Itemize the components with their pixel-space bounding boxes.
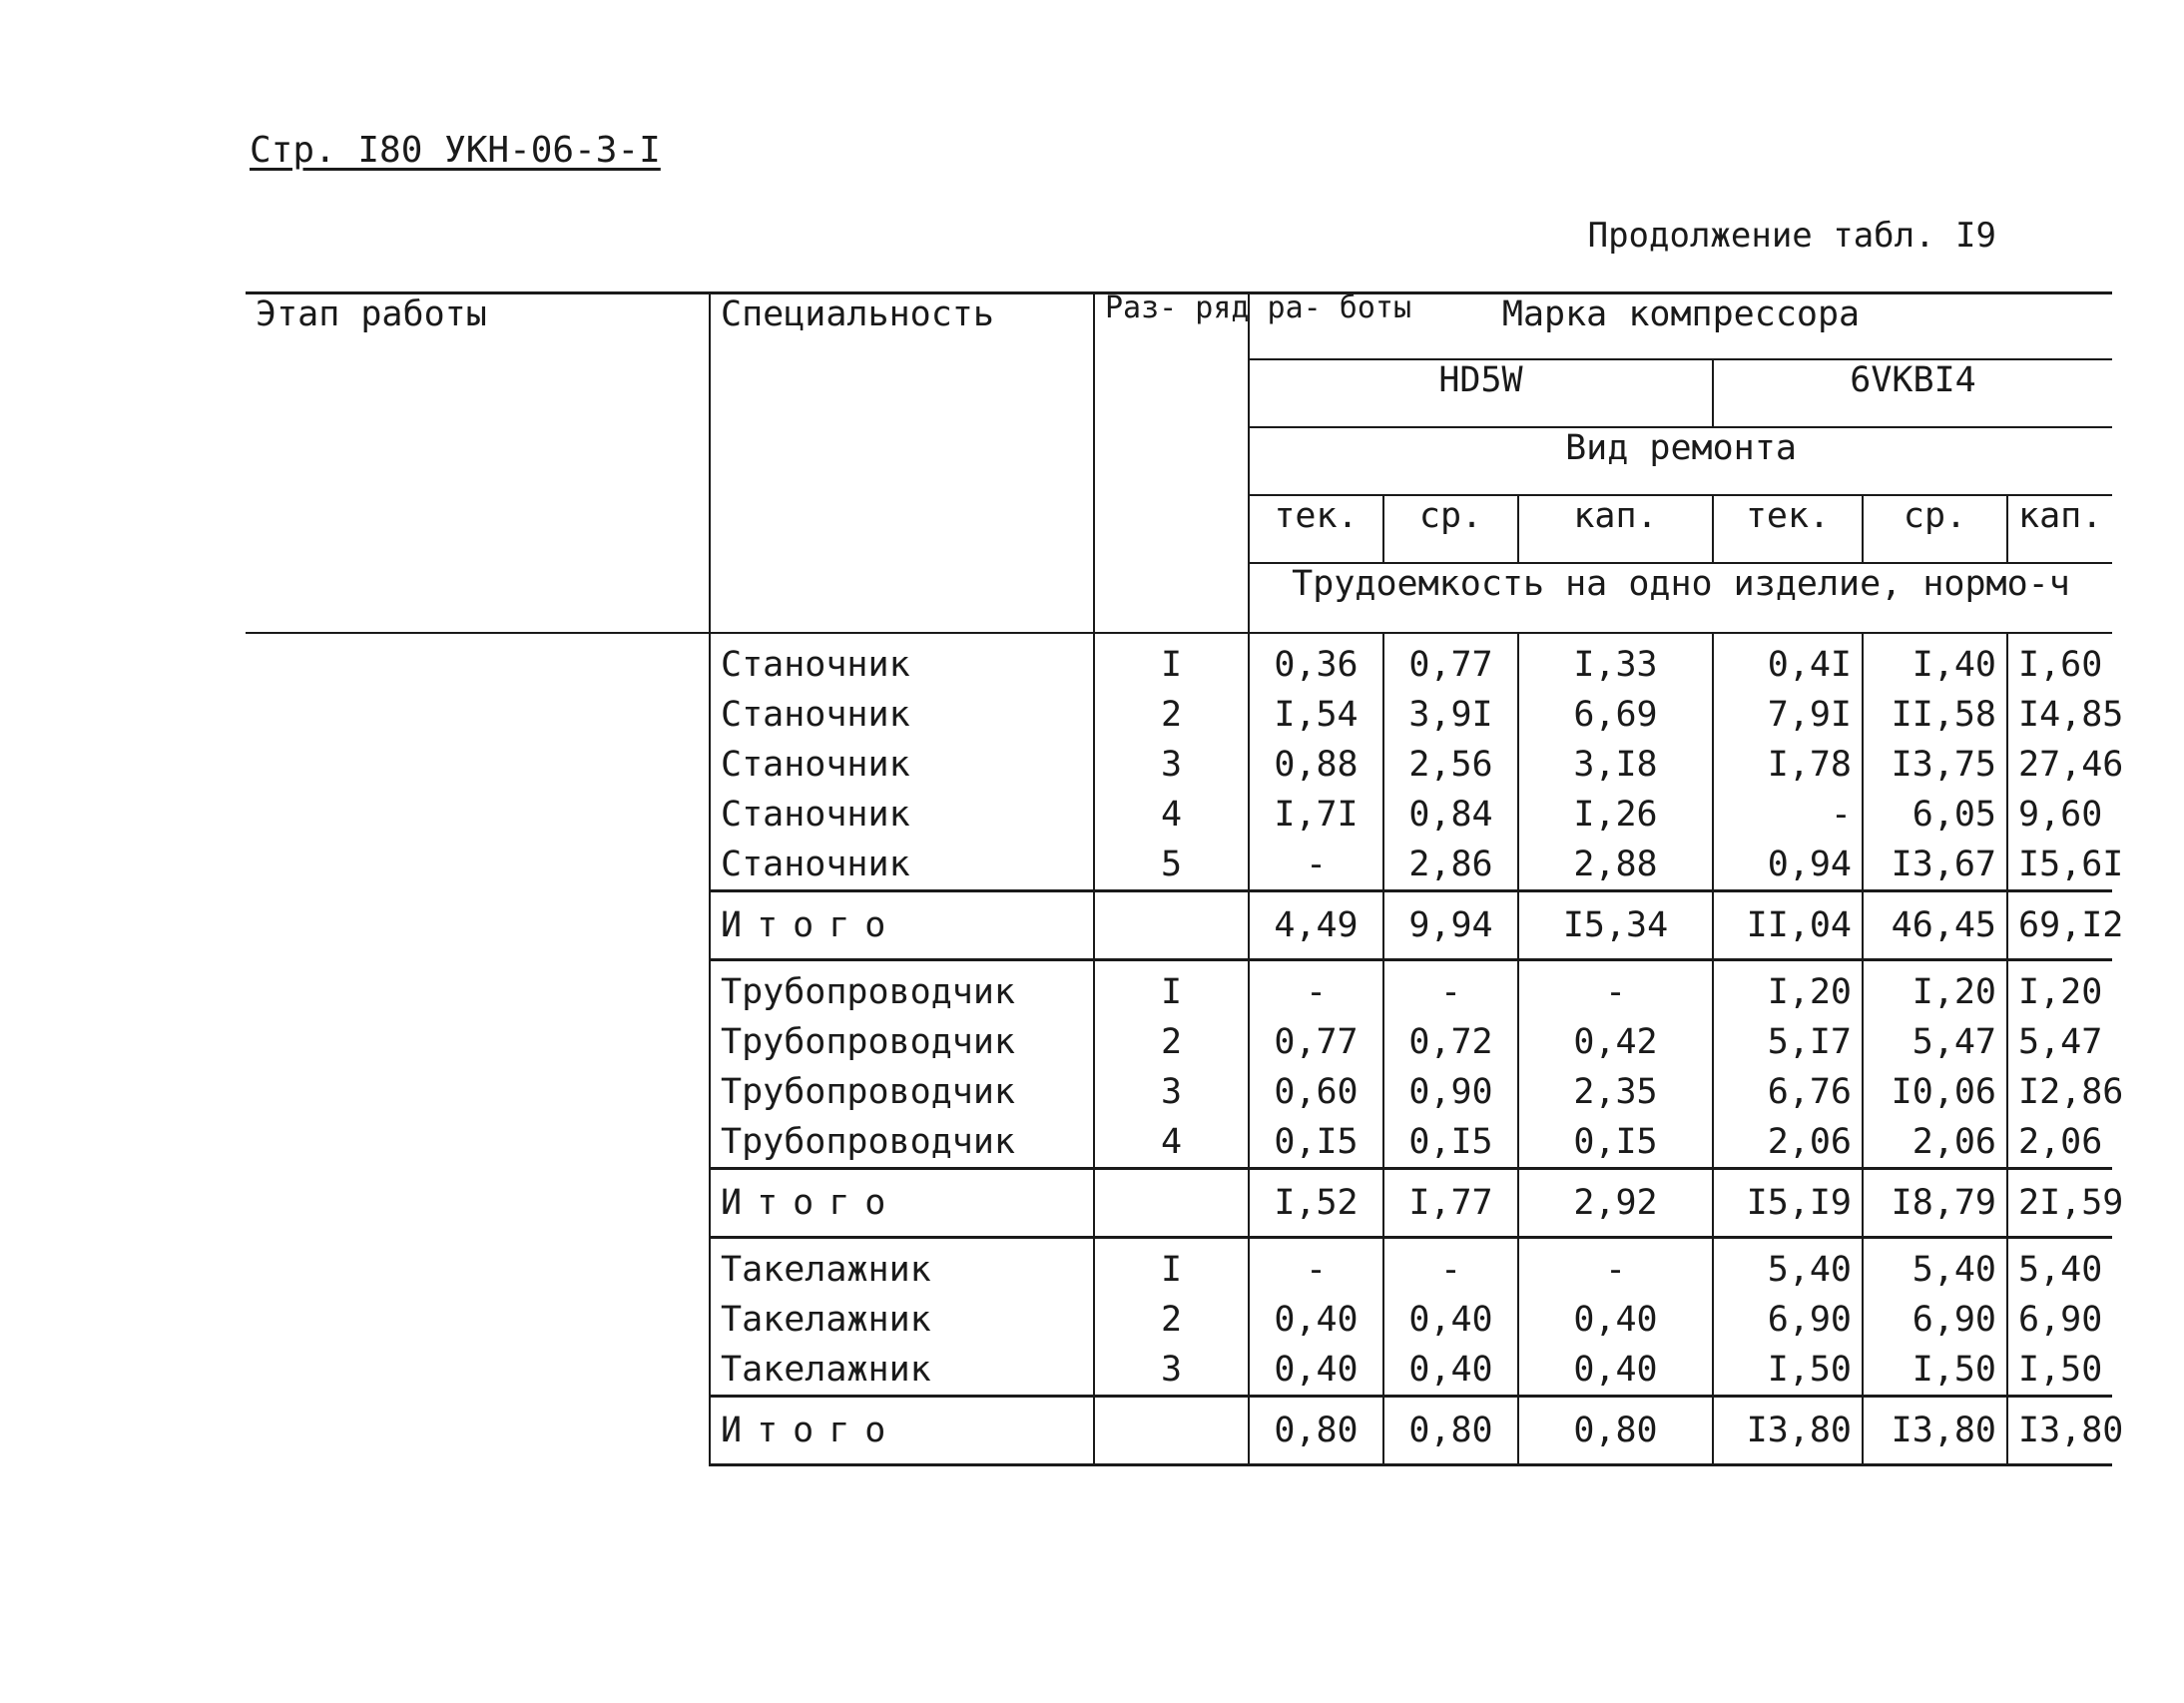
specialty-cell: Станочник	[710, 740, 1094, 790]
specialty-cell: Станочник	[710, 633, 1094, 690]
grade-cell: 3	[1094, 1067, 1249, 1117]
table-row	[246, 740, 2112, 790]
value-cell: 0,84	[1383, 790, 1518, 840]
total-value-cell: 2,92	[1518, 1169, 1713, 1238]
value-cell: I3,67	[1863, 840, 2007, 891]
table-row	[246, 840, 2112, 891]
total-value-cell: I,77	[1383, 1169, 1518, 1238]
stage-cell	[246, 1345, 710, 1397]
header-unit: Трудоемкость на одно изделие, нормо-ч	[1249, 563, 2112, 633]
value-cell: -	[1713, 790, 1863, 840]
value-cell: 3,I8	[1518, 740, 1713, 790]
grade-cell: I	[1094, 960, 1249, 1018]
table-row	[246, 790, 2112, 840]
specialty-cell: Такелажник	[710, 1238, 1094, 1296]
grade-cell: 5	[1094, 840, 1249, 891]
stage-cell	[246, 1397, 710, 1465]
table-row	[246, 690, 2112, 740]
table-row	[246, 1067, 2112, 1117]
value-cell: I,50	[2007, 1345, 2112, 1397]
value-cell: 0,77	[1249, 1017, 1383, 1067]
grade-cell: 3	[1094, 1345, 1249, 1397]
value-cell: 2,06	[1713, 1117, 1863, 1169]
specialty-cell: Трубопроводчик	[710, 960, 1094, 1018]
value-cell: -	[1518, 1238, 1713, 1296]
specialty-cell: Станочник	[710, 790, 1094, 840]
stage-cell	[246, 633, 710, 690]
total-value-cell: 0,80	[1249, 1397, 1383, 1465]
value-cell: 6,69	[1518, 690, 1713, 740]
total-value-cell: 9,94	[1383, 891, 1518, 960]
total-value-cell: I3,80	[2007, 1397, 2112, 1465]
value-cell: I,33	[1518, 633, 1713, 690]
value-cell: I,54	[1249, 690, 1383, 740]
stage-cell	[246, 960, 710, 1018]
labor-norms-table	[246, 290, 2124, 1466]
value-cell: 0,40	[1518, 1295, 1713, 1345]
table-row	[246, 960, 2112, 1018]
header-repair-current: тек.	[1713, 495, 1863, 563]
value-cell: I,78	[1713, 740, 1863, 790]
table-continuation-label: Продолжение табл. I9	[1587, 216, 1996, 256]
value-cell: 6,05	[1863, 790, 2007, 840]
total-row	[246, 891, 2112, 960]
specialty-cell: Такелажник	[710, 1295, 1094, 1345]
value-cell: 0,42	[1518, 1017, 1713, 1067]
stage-cell	[246, 740, 710, 790]
value-cell: -	[1249, 840, 1383, 891]
grade-cell: 2	[1094, 690, 1249, 740]
stage-cell	[246, 1295, 710, 1345]
table-row	[246, 1017, 2112, 1067]
value-cell: 5,40	[2007, 1238, 2112, 1296]
total-label: Итого	[710, 1169, 1094, 1238]
stage-cell	[246, 840, 710, 891]
value-cell: I,20	[2007, 960, 2112, 1018]
value-cell: 2,88	[1518, 840, 1713, 891]
value-cell: 0,90	[1383, 1067, 1518, 1117]
specialty-cell: Трубопроводчик	[710, 1067, 1094, 1117]
total-label: Итого	[710, 1397, 1094, 1465]
value-cell: 7,9I	[1713, 690, 1863, 740]
value-cell: I,7I	[1249, 790, 1383, 840]
specialty-cell: Станочник	[710, 690, 1094, 740]
total-value-cell: I3,80	[1713, 1397, 1863, 1465]
stage-cell	[246, 1117, 710, 1169]
value-cell: 2,86	[1383, 840, 1518, 891]
value-cell: 3,9I	[1383, 690, 1518, 740]
value-cell: 0,36	[1249, 633, 1383, 690]
value-cell: 5,40	[1713, 1238, 1863, 1296]
grade-cell: 2	[1094, 1017, 1249, 1067]
value-cell: -	[1249, 960, 1383, 1018]
total-value-cell: 2I,59	[2007, 1169, 2112, 1238]
total-value-cell: 0,80	[1383, 1397, 1518, 1465]
stage-cell	[246, 1238, 710, 1296]
value-cell: I,20	[1713, 960, 1863, 1018]
header-model-hd5w: HD5W	[1249, 359, 1713, 427]
table-header	[246, 290, 2112, 634]
grade-cell: 2	[1094, 1295, 1249, 1345]
value-cell: 5,47	[1863, 1017, 2007, 1067]
value-cell: I4,85	[2007, 690, 2112, 740]
header-compressor-brand: Марка компрессора	[1249, 293, 2112, 360]
value-cell: I,50	[1713, 1345, 1863, 1397]
value-cell: 0,60	[1249, 1067, 1383, 1117]
stage-cell	[246, 690, 710, 740]
grade-cell: I	[1094, 633, 1249, 690]
header-repair-capital: кап.	[2007, 495, 2112, 563]
header-repair-current: тек.	[1249, 495, 1383, 563]
table-body	[246, 633, 2124, 1465]
total-value-cell: I3,80	[1863, 1397, 2007, 1465]
value-cell: -	[1383, 1238, 1518, 1296]
specialty-cell: Станочник	[710, 840, 1094, 891]
value-cell: 0,72	[1383, 1017, 1518, 1067]
header-stage: Этап работы	[246, 293, 710, 634]
value-cell: 6,90	[1713, 1295, 1863, 1345]
value-cell: I0,06	[1863, 1067, 2007, 1117]
value-cell: 27,46	[2007, 740, 2112, 790]
grade-cell	[1094, 1397, 1249, 1465]
value-cell: I5,6I	[2007, 840, 2112, 891]
value-cell: 2,06	[2007, 1117, 2112, 1169]
total-label: Итого	[710, 891, 1094, 960]
table-row	[246, 1295, 2112, 1345]
total-row	[246, 1169, 2112, 1238]
value-cell: I2,86	[2007, 1067, 2112, 1117]
header-repair-capital: кап.	[1518, 495, 1713, 563]
total-value-cell: I5,I9	[1713, 1169, 1863, 1238]
stage-cell	[246, 1067, 710, 1117]
grade-cell: 3	[1094, 740, 1249, 790]
header-grade: Раз- ряд ра- боты	[1094, 293, 1249, 634]
specialty-cell: Трубопроводчик	[710, 1017, 1094, 1067]
value-cell: 0,40	[1383, 1295, 1518, 1345]
value-cell: -	[1383, 960, 1518, 1018]
specialty-cell: Такелажник	[710, 1345, 1094, 1397]
value-cell: 6,90	[1863, 1295, 2007, 1345]
table-row	[246, 1345, 2112, 1397]
value-cell: 0,40	[1249, 1295, 1383, 1345]
value-cell: 5,47	[2007, 1017, 2112, 1067]
grade-cell: 4	[1094, 1117, 1249, 1169]
total-value-cell: I8,79	[1863, 1169, 2007, 1238]
total-value-cell: I,52	[1249, 1169, 1383, 1238]
value-cell: 0,40	[1249, 1345, 1383, 1397]
specialty-cell: Трубопроводчик	[710, 1117, 1094, 1169]
value-cell: 2,35	[1518, 1067, 1713, 1117]
value-cell: I3,75	[1863, 740, 2007, 790]
value-cell: 6,90	[2007, 1295, 2112, 1345]
value-cell: 2,56	[1383, 740, 1518, 790]
value-cell: 0,94	[1713, 840, 1863, 891]
total-value-cell: 46,45	[1863, 891, 2007, 960]
value-cell: 0,I5	[1518, 1117, 1713, 1169]
table-row	[246, 1238, 2112, 1296]
value-cell: I,60	[2007, 633, 2112, 690]
value-cell: 0,4I	[1713, 633, 1863, 690]
header-model-6vkbi4: 6VKBI4	[1713, 359, 2112, 427]
value-cell: 5,I7	[1713, 1017, 1863, 1067]
value-cell: 5,40	[1863, 1238, 2007, 1296]
value-cell: 0,I5	[1249, 1117, 1383, 1169]
value-cell: -	[1249, 1238, 1383, 1296]
total-row	[246, 1397, 2112, 1465]
header-specialty: Специальность	[710, 293, 1094, 634]
total-value-cell: I5,34	[1518, 891, 1713, 960]
grade-cell	[1094, 891, 1249, 960]
value-cell: 0,40	[1518, 1345, 1713, 1397]
value-cell: I,40	[1863, 633, 2007, 690]
header-repair-type: Вид ремонта	[1249, 427, 2112, 495]
total-value-cell: 69,I2	[2007, 891, 2112, 960]
value-cell: 9,60	[2007, 790, 2112, 840]
total-value-cell: II,04	[1713, 891, 1863, 960]
value-cell: 2,06	[1863, 1117, 2007, 1169]
total-value-cell: 4,49	[1249, 891, 1383, 960]
page-header: Стр. I80 УКН-06-3-I	[250, 130, 661, 171]
table-row	[246, 1117, 2112, 1169]
value-cell: 0,77	[1383, 633, 1518, 690]
grade-cell	[1094, 1169, 1249, 1238]
value-cell: 6,76	[1713, 1067, 1863, 1117]
stage-cell	[246, 790, 710, 840]
value-cell: I,50	[1863, 1345, 2007, 1397]
grade-cell: I	[1094, 1238, 1249, 1296]
value-cell: -	[1518, 960, 1713, 1018]
stage-cell	[246, 1017, 710, 1067]
header-repair-medium: ср.	[1383, 495, 1518, 563]
value-cell: II,58	[1863, 690, 2007, 740]
value-cell: 0,88	[1249, 740, 1383, 790]
grade-cell: 4	[1094, 790, 1249, 840]
value-cell: 0,I5	[1383, 1117, 1518, 1169]
stage-cell	[246, 1169, 710, 1238]
header-repair-medium: ср.	[1863, 495, 2007, 563]
table-row	[246, 633, 2112, 690]
value-cell: 0,40	[1383, 1345, 1518, 1397]
stage-cell	[246, 891, 710, 960]
value-cell: I,26	[1518, 790, 1713, 840]
total-value-cell: 0,80	[1518, 1397, 1713, 1465]
value-cell: I,20	[1863, 960, 2007, 1018]
